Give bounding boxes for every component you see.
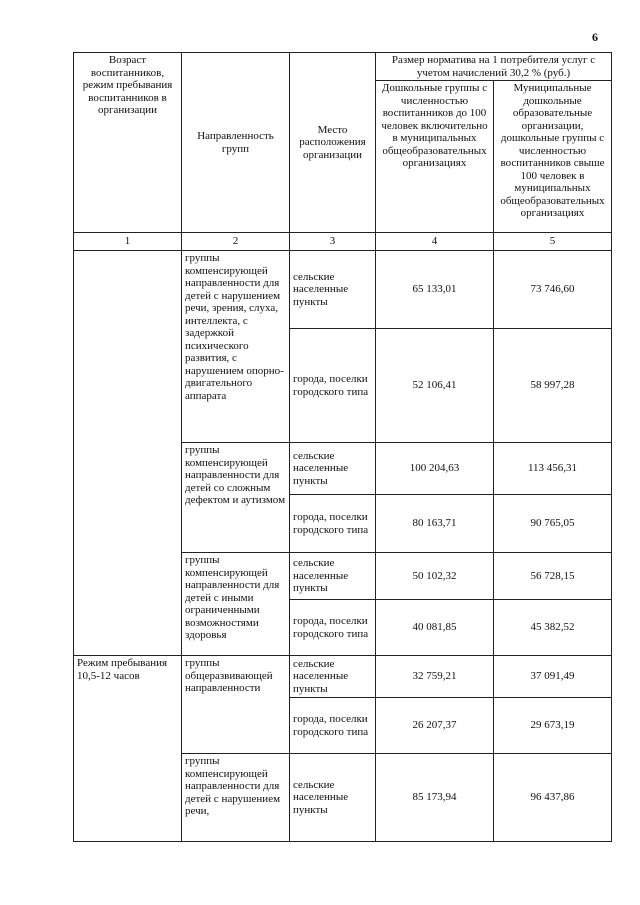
value-col5: 29 673,19	[494, 698, 612, 754]
value-col4: 52 106,41	[376, 329, 494, 443]
col-number-5: 5	[494, 233, 612, 251]
mode-label: Режим пребывания 10,5-12 часов	[74, 656, 182, 842]
group-speech-etc: группы компенсирующей направленности для детей с нарушением речи, зрения, слуха, интеллекта, с задержкой психического развития, с нарушением опорно-двигательного аппарата	[182, 251, 290, 443]
col-number-3: 3	[290, 233, 376, 251]
value-col5: 45 382,52	[494, 600, 612, 656]
header-age-mode: Возраст воспитанников, режим пребывания воспитанников в организации	[74, 53, 182, 233]
value-col4: 80 163,71	[376, 495, 494, 553]
col-number-1: 1	[74, 233, 182, 251]
value-col4: 50 102,32	[376, 553, 494, 600]
page-number: 6	[592, 30, 598, 44]
value-col5: 73 746,60	[494, 251, 612, 329]
place-rural: сельские населенные пункты	[290, 443, 376, 495]
header-small-groups: Дошкольные группы с численностью воспитанников до 100 человек включительно в муниципальных общеобразовательных организациях	[376, 81, 494, 233]
place-rural: сельские населенные пункты	[290, 251, 376, 329]
value-col4: 40 081,85	[376, 600, 494, 656]
group-limited-health: группы компенсирующей направленности для детей с иными ограниченными возможностями здоровья	[182, 553, 290, 656]
value-col5: 96 437,86	[494, 754, 612, 842]
value-col4: 100 204,63	[376, 443, 494, 495]
table-row	[74, 656, 612, 698]
value-col5: 58 997,28	[494, 329, 612, 443]
value-col4: 26 207,37	[376, 698, 494, 754]
place-rural: сельские населенные пункты	[290, 553, 376, 600]
header-large-orgs: Муниципальные дошкольные образовательные организации, дошкольные группы с численностью воспитанников свыше 100 человек в муниципальных общеобразовательных организациях	[494, 81, 612, 233]
value-col5: 37 091,49	[494, 656, 612, 698]
age-cell-empty	[74, 251, 182, 656]
place-urban: города, поселки городского типа	[290, 698, 376, 754]
value-col4: 85 173,94	[376, 754, 494, 842]
group-general: группы общеразвивающей направленности	[182, 656, 290, 754]
place-urban: города, поселки городского типа	[290, 329, 376, 443]
header-location: Место расположения организации	[290, 53, 376, 233]
table-row	[74, 251, 612, 329]
value-col5: 56 728,15	[494, 553, 612, 600]
place-urban: города, поселки городского типа	[290, 600, 376, 656]
group-complex-defect: группы компенсирующей направленности для детей со сложным дефектом и аутизмом	[182, 443, 290, 553]
place-rural: сельские населенные пункты	[290, 656, 376, 698]
value-col5: 90 765,05	[494, 495, 612, 553]
value-col4: 65 133,01	[376, 251, 494, 329]
column-numbers-row	[74, 233, 612, 251]
col-number-4: 4	[376, 233, 494, 251]
value-col5: 113 456,31	[494, 443, 612, 495]
group-speech-continued: группы компенсирующей направленности для детей с нарушением речи,	[182, 754, 290, 842]
header-group-focus: Направленность групп	[182, 53, 290, 233]
value-col4: 32 759,21	[376, 656, 494, 698]
col-number-2: 2	[182, 233, 290, 251]
place-rural: сельские населенные пункты	[290, 754, 376, 842]
place-urban: города, поселки городского типа	[290, 495, 376, 553]
header-norm-size: Размер норматива на 1 потребителя услуг с учетом начислений 30,2 % (руб.)	[376, 53, 612, 81]
norm-table	[73, 52, 612, 842]
header-row-1	[74, 53, 612, 81]
